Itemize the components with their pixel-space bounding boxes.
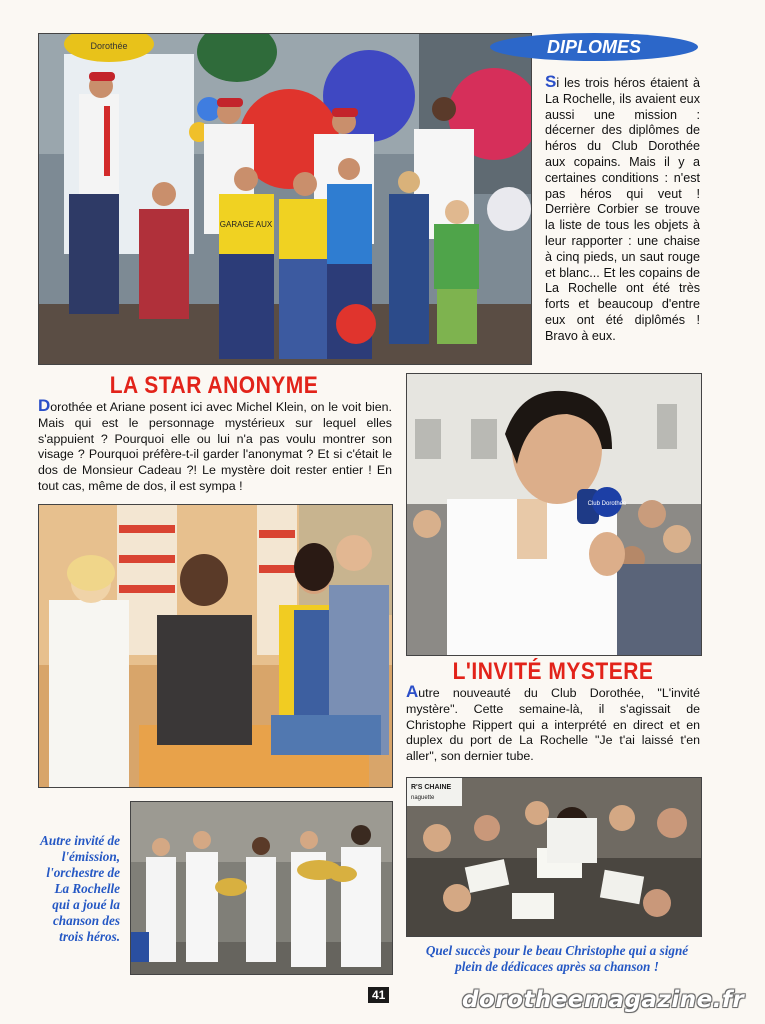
diplomes-dropcap: S bbox=[545, 72, 557, 91]
photo-heroes-stage-image bbox=[39, 34, 531, 364]
star-dropcap: D bbox=[38, 396, 51, 415]
balloon-label: Dorothée bbox=[90, 41, 128, 51]
photo-orchestre bbox=[130, 801, 393, 975]
diplomes-badge bbox=[490, 33, 698, 61]
diplomes-body: i les trois héros étaient à La Rochelle, ils avaient eux aussi une mission : décerner des diplômes de héros du Club Dorothée aux copains. Mais il y a certaines conditions : n'est pas héros qui veut ! Derrière Corbier se trouve la liste de tous les objets à leur rapporter : une chaise à cinq pieds, un saut rouge et blanc... Et les copains de La Rochelle ont été très forts et beaucoup d'entre eux ont été diplômés ! Bravo à eux. bbox=[545, 76, 700, 343]
shop-sign-label-2: naguette bbox=[411, 795, 435, 801]
shop-sign-label: R'S CHAINE bbox=[411, 784, 452, 791]
star-text bbox=[38, 398, 392, 495]
invite-text bbox=[406, 684, 700, 765]
banner-label: GARAGE AUX bbox=[219, 220, 273, 229]
photo-heroes-stage bbox=[38, 33, 532, 365]
invite-dropcap: A bbox=[406, 682, 419, 701]
diplomes-title: DIPLOMES bbox=[546, 36, 641, 57]
page-number: 41 bbox=[368, 987, 389, 1003]
photo-star-anonyme-image bbox=[39, 505, 392, 787]
mic-flag-label: Club Dorothée bbox=[587, 501, 627, 507]
photo-dedicaces bbox=[406, 777, 702, 937]
photo-dedicaces-image bbox=[407, 778, 701, 936]
watermark: dorotheemagazine.fr bbox=[462, 987, 745, 1013]
photo-star-anonyme bbox=[38, 504, 393, 788]
dedicaces-caption: Quel succès pour le beau Christophe qui a signé plein de dédicaces après sa chanson ! bbox=[425, 943, 689, 974]
orchestre-caption: Autre invité de l'émission, l'orchestre de La Rochelle qui a joué la chanson des trois héros. bbox=[40, 833, 120, 944]
star-body: orothée et Ariane posent ici avec Michel Klein, on le voit bien. Mais qui est le personnage mystérieux sur lequel elles s'appuient ? Pourquoi elle ou lui n'a pas voulu montrer son visage ? Pourquoi préfère-t-il garder l'anonymat ? Et si c'était le dos de Monsieur Cadeau ?! Le mystère doit rester entier ! En tout cas, même de dos, il est sympa ! bbox=[38, 400, 392, 493]
star-title: LA STAR ANONYME bbox=[109, 372, 319, 399]
photo-invite-mystere-image bbox=[407, 374, 701, 655]
diplomes-text bbox=[545, 74, 700, 345]
invite-body: utre nouveauté du Club Dorothée, "L'invité mystère". Cette semaine-là, il s'agissait de Christophe Rippert qui a interprété en direct et en duplex du port de La Rochelle "Je t'ai laissé t'en aller", son dernier tube. bbox=[406, 686, 700, 764]
invite-title: L'INVITÉ MYSTERE bbox=[452, 658, 654, 685]
photo-invite-mystere bbox=[406, 373, 702, 656]
photo-orchestre-image bbox=[131, 802, 392, 974]
